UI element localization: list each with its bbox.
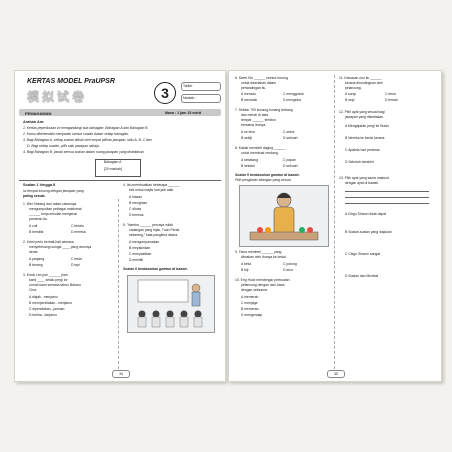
question-line: 9. Tiana membeli ______ yang (235, 250, 282, 254)
answer-option[interactable]: B seketul (241, 164, 255, 168)
question-line: kami ____ selalu pergi ke (29, 278, 68, 282)
question-line: kek untuk majlis hari jadi adik. (129, 188, 175, 192)
time-label: Masa : 1 jam 15 minit (165, 110, 201, 115)
answer-option[interactable]: B biji (241, 268, 249, 272)
answer-option[interactable]: D tepi (71, 263, 80, 267)
question-line: dengan ayat di bawah. (345, 181, 380, 185)
column-divider (334, 75, 335, 369)
question-line: dan merah di atas (241, 113, 269, 117)
answer-option[interactable]: C papan (283, 158, 296, 162)
answer-option[interactable]: D mereka (71, 230, 86, 234)
answer-option[interactable]: B sebiji (241, 136, 252, 140)
answer-option[interactable]: B sepi (345, 98, 355, 102)
soalan-instruction: paling sesuai. (23, 194, 46, 198)
question-line: 11. Kawasan zoo itu ______ (339, 76, 382, 80)
tarikh-label: Tarikh : (183, 84, 194, 88)
question-line: cadangan yang bijak, Tuan Perak (129, 228, 180, 232)
blank-line (345, 203, 429, 204)
question-line: 13. Pilih ayat yang sama maksud (339, 176, 389, 180)
answer-option[interactable]: B memeran (241, 307, 259, 311)
instruction-item: 4. Bagi Bahagian B, jawab semua soalan dalam ruang jawapan yang disediakan. (23, 150, 145, 154)
question-line: deras. (29, 250, 39, 254)
classroom-illustration (127, 275, 215, 333)
answer-option[interactable]: D menitik (129, 258, 144, 262)
figure-caption: Soalan 9 berdasarkan gambar di bawah. (235, 173, 300, 177)
part-label: Bahagian A (104, 160, 122, 164)
section-label: PEMAHAMAN (25, 110, 52, 116)
question-line: 1. Wei Sheang dan rakan-rakannya (23, 202, 77, 206)
question-line: Cina. (29, 288, 37, 292)
soalan-heading: Soalan 1 hingga 8 (23, 183, 56, 187)
answer-option[interactable]: D beriha...berjamu (29, 313, 57, 317)
answer-option[interactable]: B Mereka ke kedai kerana (345, 136, 385, 140)
answer-option[interactable]: D Soalan dan Micheal (345, 274, 379, 278)
instruction-item: 1. Kertas peperiksaan ini mengandungi dua bahagian: Bahagian A dan Bahagian B. (23, 126, 149, 130)
question-line: 4. Ibu membuatkan beberapa ______ (123, 183, 180, 187)
blank-line (345, 197, 429, 198)
question-line: 2. Kami perlu berhati-hati semasa (23, 240, 74, 244)
answer-option[interactable]: A sebatang (241, 158, 258, 162)
page-number: 34 (112, 370, 130, 378)
question-line: mengumpulkan pelbagai maklumat (29, 207, 82, 211)
answer-option[interactable]: B mempersilakan...menjamu (29, 301, 72, 305)
answer-option[interactable]: A memolu (241, 92, 257, 96)
question-line: tempat ______ terhibur (241, 118, 277, 122)
paper-number: 3 (154, 82, 176, 104)
answer-option[interactable]: D sebuah (283, 136, 298, 140)
answer-option[interactable]: A Cikgu Sharon tidak dapat (345, 212, 387, 216)
answer-option[interactable]: A hiasan (129, 195, 143, 199)
answer-option[interactable]: D mengelus (283, 98, 302, 102)
answer-option[interactable]: A mengumpamakan (129, 240, 160, 244)
question-line: untuk disertakan dalam (241, 81, 277, 85)
answer-option[interactable]: B menghias (129, 201, 147, 205)
question-line: pertandingan itu. (241, 86, 267, 90)
answer-option[interactable]: B meyakinkan (129, 246, 151, 250)
answer-option[interactable]: B bersifat (29, 230, 44, 234)
question-line: pelancong. (345, 86, 362, 90)
answer-option[interactable]: A cuti (29, 224, 38, 228)
blank-line (345, 191, 429, 192)
left-page (14, 70, 226, 382)
answer-option[interactable]: C menggosok (283, 92, 304, 96)
question-line: rumah kami semasa tahun Baharu (29, 283, 81, 287)
column-divider (118, 199, 119, 369)
question-line: jawapan yang disediakan. (345, 115, 385, 119)
part-marks: [20 markah] (104, 167, 122, 171)
right-page (228, 70, 442, 382)
question-line: dimakan oleh ibunya ke kedai. (241, 255, 287, 259)
question-line: 7. Sekitar 700 kunang-kunang terbang (235, 108, 293, 112)
question-line: sekarang," kata panglima istana. (129, 233, 179, 237)
question-line: pameran itu. (29, 217, 48, 221)
answer-option[interactable]: B menolak (241, 98, 258, 102)
divider (19, 180, 221, 181)
answer-option[interactable]: D berhias (129, 213, 144, 217)
question-line: 6. Swee Kin ______ seekor burung (235, 76, 288, 80)
answer-option[interactable]: D ekor (283, 268, 293, 272)
answer-option[interactable]: D Sekolah berakhir (345, 160, 374, 164)
question-line: kerana dirundingkan oleh (345, 81, 384, 85)
page-number: 35 (327, 370, 345, 378)
answer-option[interactable]: B Soalan-soalan yang diajukan (345, 230, 392, 234)
question-line: 12. Pilih ayat yang sesuai bagi (339, 110, 385, 114)
instruction-item: D. Bagi setiap soalan, pilih satu jawapan sahaja. (27, 144, 100, 148)
answer-option[interactable]: C dipersilakan...jamuan (29, 307, 65, 311)
answer-option[interactable]: C menjaga (241, 301, 258, 305)
question-line: 3. Encik Lim pun ______ jiran (23, 273, 68, 277)
answer-option[interactable]: A memerah (241, 295, 259, 299)
question-line: bersama ibunya. (241, 123, 267, 127)
question-line: untuk membuat rendang. (241, 151, 279, 155)
classroom-picture (128, 276, 214, 332)
chinese-title: 模拟试卷 (27, 90, 88, 104)
answer-option[interactable]: C menyakitkan (129, 252, 152, 256)
markah-label: Markah : (183, 96, 197, 100)
answer-option[interactable]: D sebuah (283, 164, 298, 168)
answer-option[interactable]: B tenang (29, 263, 43, 267)
answer-option[interactable]: A panjang (29, 257, 45, 261)
answer-option[interactable]: A diajak...menjamu (29, 295, 58, 299)
question-line: dengan seksama. (241, 288, 268, 292)
answer-option[interactable]: C potong (283, 262, 297, 266)
question-line: 8. Kakak membeli daging ______ (235, 146, 286, 150)
question-line: menyeberangi sungai ____ yang arusnya (29, 245, 92, 249)
instruction-item: 2. Kamu dikehendaki menjawab semua soalan dalam setiap bahagian. (23, 132, 130, 136)
question-line: 10. Eng Hock mendengar perbualan (235, 278, 290, 282)
answer-option[interactable]: C Apabila hari pertama (345, 148, 380, 152)
woman-picture (240, 186, 328, 246)
question-line: 5. "Hamba ______ percaya inilah (123, 223, 174, 227)
answer-option[interactable]: A se ekor (241, 130, 256, 134)
instructions-heading: Arahan Am: (23, 120, 45, 124)
answer-option[interactable]: C dihias (129, 207, 142, 211)
page-title: KERTAS MODEL PraUPSR (27, 78, 115, 85)
figure-caption: Soalan 6 berdasarkan gambar di bawah. (123, 267, 188, 271)
answer-option[interactable]: D mengendap (241, 313, 263, 317)
answer-option[interactable]: C Cikgu Sharon sangat (345, 252, 381, 256)
answer-option[interactable]: A Mengajakku pergi ke Bulan (345, 124, 389, 128)
soalan-instruction: Isi tempat kosong dengan jawapan yang (23, 189, 84, 193)
question-line: ______ kerja sekolah mengenai (29, 212, 78, 216)
answer-option[interactable]: D lemah (385, 98, 398, 102)
woman-illustration (239, 185, 329, 247)
answer-option[interactable]: C lebar (71, 257, 82, 261)
answer-option[interactable]: A ketul (241, 262, 252, 266)
instruction-item: 3. Bagi Bahagian A, setiap soalan diikuti oleh empat pilihan jawapan, iaitu A, B, C dan (23, 138, 152, 142)
question-line: pelancong dengan dari Jawa (241, 283, 285, 287)
answer-option[interactable]: C teruk (385, 92, 396, 96)
answer-option[interactable]: C sekor (283, 130, 295, 134)
answer-option[interactable]: C terlalu (71, 224, 84, 228)
figure-instruction: Pilih pengkelas bilangan yang sesuai. (235, 178, 292, 182)
answer-option[interactable]: A sunyi (345, 92, 356, 96)
